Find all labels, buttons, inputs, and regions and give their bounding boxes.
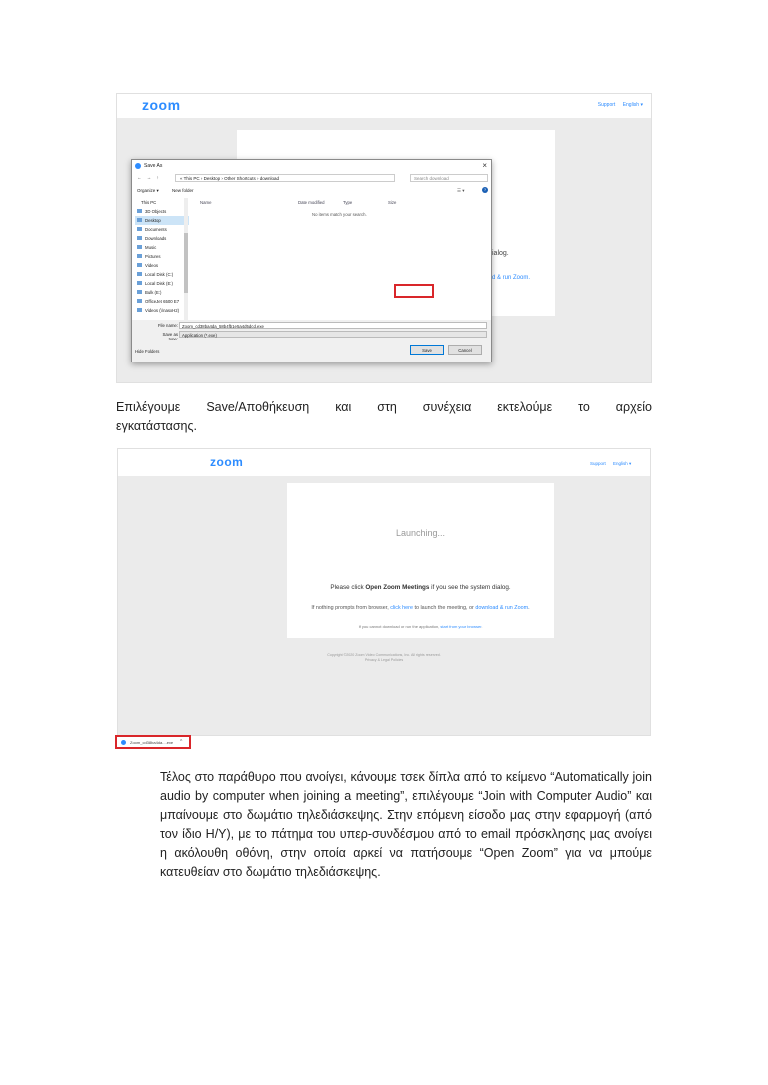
header-links bbox=[590, 461, 637, 467]
header-links bbox=[592, 102, 643, 108]
card-text-partial: ialog. bbox=[492, 250, 509, 257]
cancel-button[interactable]: Cancel bbox=[448, 345, 482, 355]
filename-input[interactable]: Zoom_cd38ba4da_58b4fb1e5a4d5dcd.exe bbox=[179, 322, 487, 329]
network-drive-icon bbox=[137, 299, 142, 303]
dialog-titlebar bbox=[132, 160, 491, 173]
language-link[interactable]: English ▾ bbox=[613, 461, 632, 466]
zoom-header bbox=[118, 449, 650, 476]
video-icon bbox=[137, 263, 142, 267]
savetype-select[interactable]: Application (*.exe) bbox=[179, 331, 487, 338]
col-date-modified[interactable]: Date modified bbox=[298, 200, 325, 205]
nav-item-desktop[interactable]: Desktop bbox=[135, 216, 189, 225]
nav-scrollbar[interactable] bbox=[184, 198, 188, 320]
filename-label: File name: bbox=[157, 323, 178, 328]
savetype-label: Save as bbox=[162, 332, 178, 337]
zoom-logo: zoom bbox=[142, 97, 181, 113]
browser-fallback-text: If you cannot download or run the application, start from your browser. bbox=[358, 624, 483, 629]
hide-folders-toggle[interactable]: Hide Folders bbox=[135, 349, 160, 354]
language-link[interactable]: English ▾ bbox=[622, 102, 643, 108]
view-options-icon[interactable]: ☰ ▾ bbox=[457, 188, 465, 193]
new-folder-button[interactable]: New folder bbox=[172, 188, 194, 193]
nav-item-music[interactable]: Music bbox=[135, 243, 189, 252]
drive-icon bbox=[137, 272, 142, 276]
nav-item-3d-objects[interactable]: 3D Objects bbox=[135, 207, 189, 216]
help-icon[interactable]: ? bbox=[483, 187, 487, 192]
launching-text: Launching... bbox=[395, 528, 446, 538]
screenshot-launching bbox=[117, 448, 651, 736]
dialog-footer bbox=[132, 340, 491, 362]
music-icon bbox=[137, 245, 142, 249]
start-from-browser-link[interactable]: start from your browser bbox=[440, 624, 482, 629]
nav-item-videos-nas[interactable]: Videos (\\nasxH2) bbox=[135, 306, 189, 315]
navigation-pane bbox=[135, 198, 189, 320]
path-field[interactable]: « This PC › Desktop › Other Shortcuts › download bbox=[175, 174, 395, 182]
paragraph-join-audio: Τέλος στο παράθυρο που ανοίγει, κάνουμε τσεκ δίπλα από το κείμενο “Automatically join audio by computer when joining a meeting”, επιλέγουμε “Join with Computer Audio” και μπαίνουμε στο δωμάτιο τηλεδιάσκεψης. Στην επόμενη είσοδο μας στην εφαρμογή (από τον ίδιο Η/Υ), με το πάτημα του υπερ-συνδέσμου από το email πρόσκλησης μας ανοίγει η ακόλουθη οθόνη, στην οποία αρκεί να πατήσουμε “Open Zoom” για να μπούμε κατευθείαν στο δωμάτιο τηλεδιάσκεψης. bbox=[160, 770, 652, 879]
open-zoom-meetings-text: Open Zoom Meetings bbox=[365, 584, 430, 591]
drive-icon bbox=[137, 281, 142, 285]
chevron-up-icon[interactable]: ^ bbox=[180, 739, 183, 745]
nav-item-videos[interactable]: Videos bbox=[135, 261, 189, 270]
folder-icon bbox=[137, 218, 142, 222]
zoom-logo: zoom bbox=[210, 455, 244, 469]
col-size[interactable]: Size bbox=[388, 200, 397, 205]
address-bar bbox=[135, 174, 490, 184]
nav-item-bulk[interactable]: Bulk (E:) bbox=[135, 288, 189, 297]
nav-item-pictures[interactable]: Pictures bbox=[135, 252, 189, 261]
card-link-partial[interactable]: d & run Zoom. bbox=[492, 275, 531, 281]
col-type[interactable]: Type bbox=[343, 200, 353, 205]
download-filename: Zoom_cd38ba4da....exe bbox=[130, 740, 174, 745]
instruction-text: Please click Open Zoom Meetings if you see the system dialog. bbox=[330, 584, 511, 591]
organize-button[interactable]: Organize ▾ bbox=[137, 188, 159, 193]
privacy-link[interactable]: Privacy & Legal Policies bbox=[364, 658, 404, 662]
nav-item-downloads[interactable]: Downloads bbox=[135, 234, 189, 243]
fallback-text: If nothing prompts from browser, click here to launch the meeting, or download & run Zoom. bbox=[311, 605, 530, 611]
download-run-link[interactable]: download & run Zoom bbox=[475, 605, 529, 611]
nav-item-this-pc[interactable]: This PC bbox=[141, 200, 157, 205]
chrome-icon bbox=[135, 163, 141, 169]
col-name[interactable]: Name bbox=[200, 200, 212, 205]
pictures-icon bbox=[137, 254, 142, 258]
zoom-header bbox=[117, 94, 651, 118]
drive-icon bbox=[137, 290, 142, 294]
highlight-box bbox=[394, 284, 434, 298]
network-drive-icon bbox=[137, 308, 142, 312]
close-icon[interactable]: × bbox=[482, 161, 487, 170]
nav-item-local-disk-c[interactable]: Local Disk (C:) bbox=[135, 270, 189, 279]
support-link[interactable]: Support bbox=[590, 461, 606, 466]
download-bar-item[interactable] bbox=[115, 735, 191, 749]
save-button[interactable]: Save bbox=[410, 345, 444, 355]
dialog-title: Save As bbox=[144, 163, 163, 169]
search-input[interactable]: Search download bbox=[410, 174, 488, 182]
launch-card bbox=[287, 483, 554, 638]
nav-item-local-disk-e[interactable]: Local Disk (E:) bbox=[135, 279, 189, 288]
file-fields bbox=[132, 320, 491, 340]
paragraph-save bbox=[116, 398, 652, 436]
empty-message: No items match your search. bbox=[312, 212, 367, 217]
click-here-link[interactable]: click here bbox=[390, 605, 413, 611]
scroll-thumb[interactable] bbox=[184, 233, 188, 293]
support-link[interactable]: Support bbox=[597, 102, 616, 108]
download-icon bbox=[137, 236, 142, 240]
nav-item-officejet[interactable]: OfficeJet 6500 E7 bbox=[135, 297, 189, 306]
folder-icon bbox=[137, 227, 142, 231]
footer-copyright: Copyright ©2020 Zoom Video Communications, Inc. All rights reserved. Privacy & Legal Policies bbox=[118, 653, 650, 663]
nav-item-documents[interactable]: Documents bbox=[135, 225, 189, 234]
save-as-dialog bbox=[131, 159, 492, 362]
folder-icon bbox=[137, 209, 142, 213]
paragraph-save-line1: Επιλέγουμε Save/Αποθήκευση και στη συνέχεια εκτελούμε το αρχείο bbox=[116, 400, 652, 414]
nav-arrows-icon[interactable]: ← → ↑ bbox=[137, 175, 161, 180]
file-icon bbox=[121, 740, 126, 745]
paragraph-save-line2: εγκατάστασης. bbox=[116, 419, 197, 433]
dialog-toolbar bbox=[137, 187, 487, 194]
screenshot-save-dialog bbox=[116, 93, 652, 383]
